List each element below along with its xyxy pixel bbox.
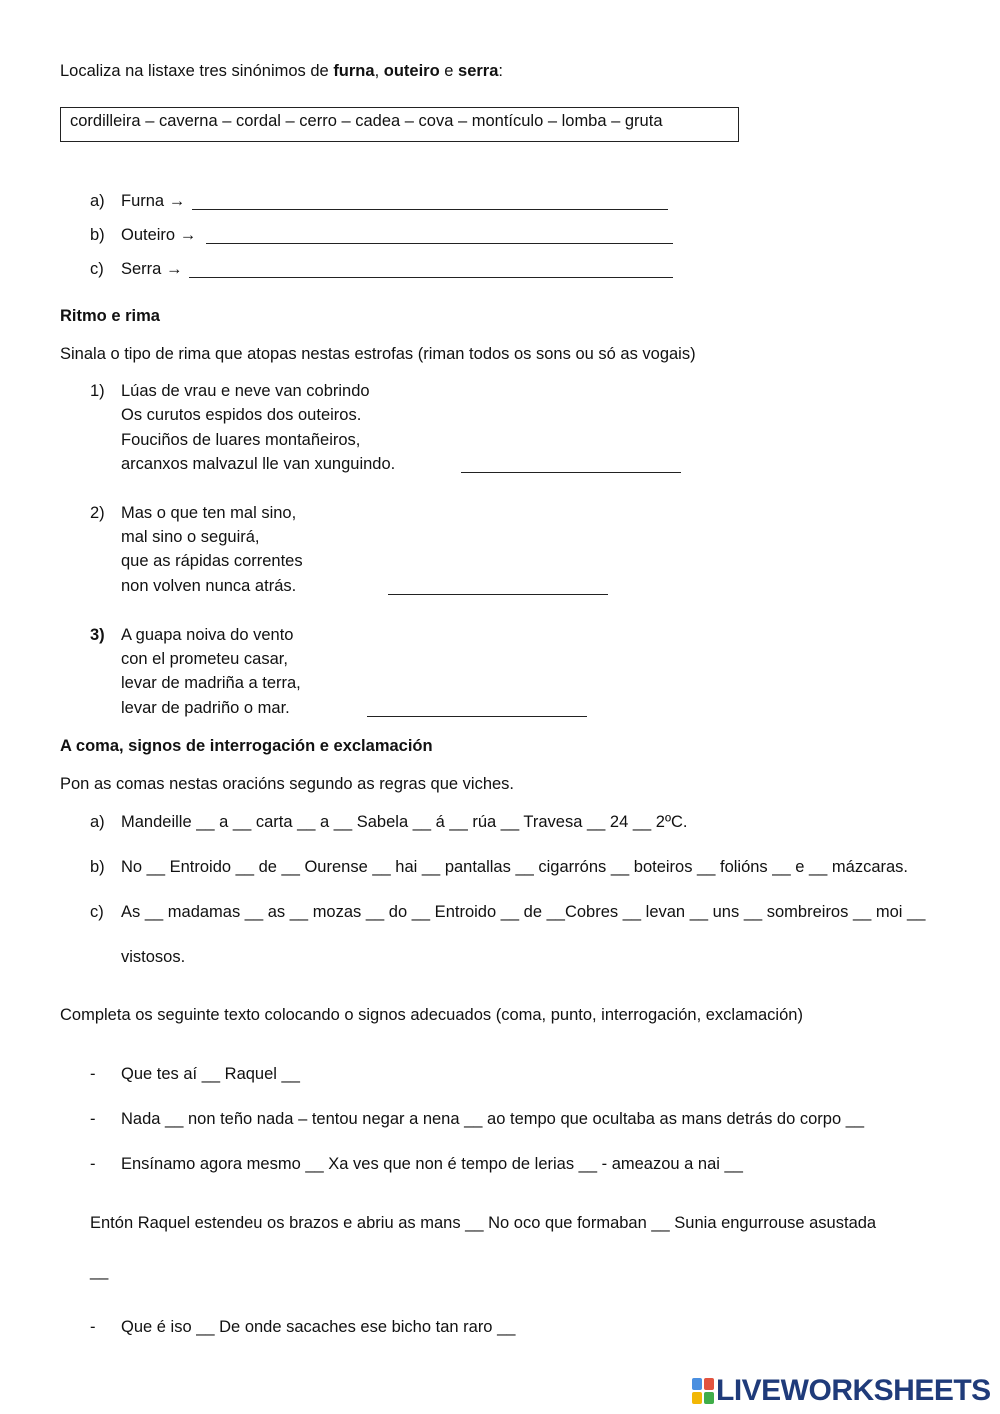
- comma-sentence-a: Mandeille __ a __ carta __ a __ Sabela __ á __ rúa __ Travesa __ 24 __ 2ºC.: [121, 813, 688, 831]
- arrow-icon: →: [179, 226, 197, 244]
- verse-line: Fouciños de luares montañeiros,: [121, 431, 361, 449]
- comma-sentence-c: As __ madamas __ as __ mozas __ do __ Entroido __ de __Cobres __ levan __ uns __ sombreiros __ moi __: [121, 903, 926, 921]
- arrow-icon: →: [165, 260, 183, 278]
- dialogue-line: Que tes aí __ Raquel __: [121, 1065, 300, 1083]
- synonyms-instruction: [60, 62, 503, 81]
- comma-sentence-b: No __ Entroido __ de __ Ourense __ hai __ pantallas __ cigarróns __ boteiros __ folións __ e __ mázcaras.: [121, 858, 909, 876]
- separator: e: [439, 62, 459, 80]
- narration-line: Entón Raquel estendeu os brazos e abriu as mans __ No oco que formaban __ Sunia engurrouse asustada: [90, 1214, 877, 1232]
- dialogue-dash: -: [90, 1110, 96, 1128]
- verse-line: mal sino o seguirá,: [121, 528, 260, 546]
- rhythm-heading: Ritmo e rima: [60, 307, 160, 325]
- stanza-marker: 2): [90, 504, 105, 522]
- dialogue-line: Nada __ non teño nada – tentou negar a nena __ ao tempo que ocultaba as mans detrás do corpo __: [121, 1110, 865, 1128]
- verse-line: non volven nunca atrás.: [121, 577, 297, 595]
- item-marker: c): [90, 260, 104, 278]
- verse-line: arcanxos malvazul lle van xunguindo.: [121, 455, 396, 473]
- item-marker: c): [90, 903, 104, 921]
- separator: :: [498, 62, 503, 80]
- label-text: Outeiro: [121, 226, 176, 244]
- label-text: Serra: [121, 260, 162, 278]
- answer-line-outeiro[interactable]: [206, 243, 673, 244]
- verse-line: que as rápidas correntes: [121, 552, 303, 570]
- answer-line-stanza-1[interactable]: [461, 472, 681, 473]
- instruction-text: Localiza na listaxe tres sinónimos de: [60, 62, 334, 80]
- verse-line: Lúas de vrau e neve van cobrindo: [121, 382, 370, 400]
- dialogue-dash: -: [90, 1318, 96, 1336]
- stanza-marker: 3): [90, 626, 105, 644]
- item-label-outeiro: [121, 226, 196, 245]
- verse-line: Mas o que ten mal sino,: [121, 504, 297, 522]
- answer-line-serra[interactable]: [189, 277, 673, 278]
- verse-line: levar de madriña a terra,: [121, 674, 301, 692]
- word-list: cordilleira – caverna – cordal – cerro – cadea – cova – montículo – lomba – gruta: [70, 112, 663, 130]
- narration-end: __: [90, 1262, 109, 1280]
- comma-heading: A coma, signos de interrogación e exclamación: [60, 737, 433, 755]
- separator: ,: [374, 62, 384, 80]
- keyword-outeiro: outeiro: [383, 62, 440, 80]
- keyword-furna: furna: [333, 62, 375, 80]
- label-text: Furna: [121, 192, 165, 210]
- liveworksheets-logo-icon: [692, 1378, 714, 1404]
- verse-line: levar de padriño o mar.: [121, 699, 290, 717]
- item-marker: a): [90, 813, 105, 831]
- answer-line-stanza-3[interactable]: [367, 716, 587, 717]
- answer-line-stanza-2[interactable]: [388, 594, 608, 595]
- item-label-furna: [121, 192, 185, 211]
- brand-name: LIVEWORKSHEETS: [716, 1374, 991, 1407]
- verse-line: Os curutos espidos dos outeiros.: [121, 406, 362, 424]
- comma-sentence-c-continuation: vistosos.: [121, 948, 186, 966]
- keyword-serra: serra: [458, 62, 499, 80]
- verse-line: con el prometeu casar,: [121, 650, 288, 668]
- punctuation-instruction: Completa os seguinte texto colocando o signos adecuados (coma, punto, interrogación, exclamación): [60, 1006, 803, 1024]
- word-list-box: [60, 107, 739, 142]
- item-marker: a): [90, 192, 105, 210]
- item-marker: b): [90, 858, 105, 876]
- rhythm-instruction: Sinala o tipo de rima que atopas nestas estrofas (riman todos os sons ou só as vogais): [60, 345, 696, 363]
- dialogue-line: Que é iso __ De onde sacaches ese bicho tan raro __: [121, 1318, 516, 1336]
- answer-line-furna[interactable]: [192, 209, 668, 210]
- dialogue-dash: -: [90, 1065, 96, 1083]
- verse-line: A guapa noiva do vento: [121, 626, 294, 644]
- comma-instruction: Pon as comas nestas oracións segundo as regras que viches.: [60, 775, 515, 793]
- stanza-marker: 1): [90, 382, 105, 400]
- dialogue-dash: -: [90, 1155, 96, 1173]
- item-marker: b): [90, 226, 105, 244]
- arrow-icon: →: [168, 192, 186, 210]
- item-label-serra: [121, 260, 182, 279]
- dialogue-line: Ensínamo agora mesmo __ Xa ves que non é tempo de lerias __ - ameazou a nai __: [121, 1155, 743, 1173]
